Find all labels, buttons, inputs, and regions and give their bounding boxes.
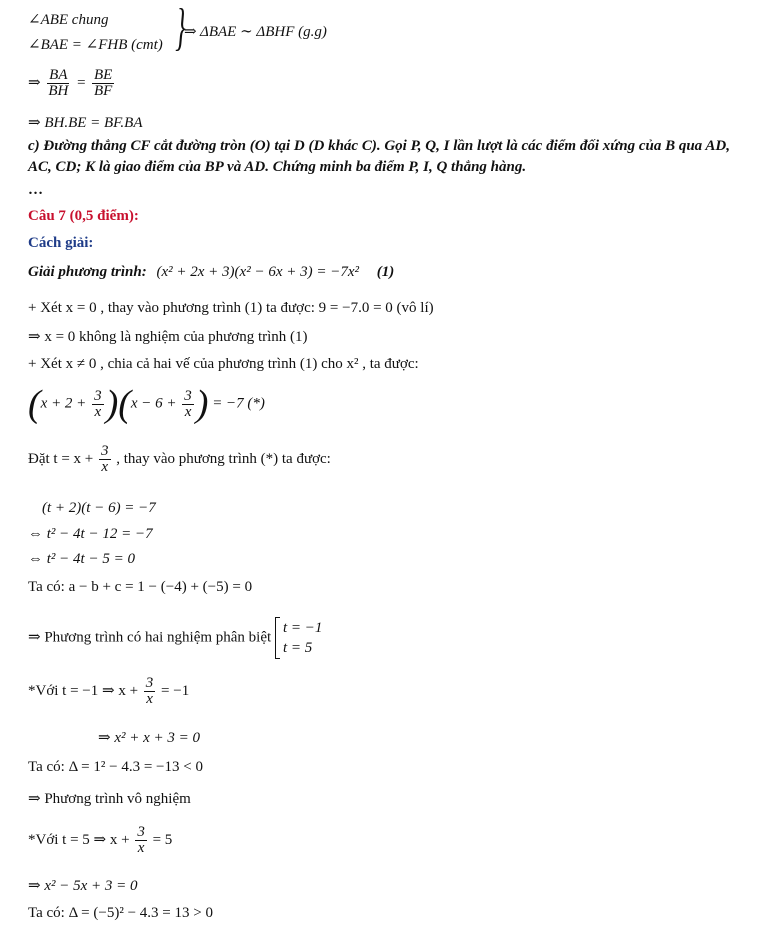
solution-heading: Cách giải: bbox=[28, 235, 94, 251]
system-line-2: ∠BAE = ∠FHB (cmt) bbox=[28, 37, 163, 53]
coefficient-check: Ta có: a − b + c = 1 − (−4) + (−5) = 0 bbox=[28, 579, 253, 595]
quadratic-2: ⇒ x² − 5x + 3 = 0 bbox=[28, 878, 138, 894]
case-t-five: *Với t = 5 ⇒ x + $\frac{3}{x}$ = 5 bbox=[28, 824, 173, 856]
question-7-heading: Câu 7 (0,5 điểm): bbox=[28, 208, 139, 224]
case-x-zero: + Xét x = 0 , thay vào phương trình (1) ta được: 9 = −7.0 = 0 (vô lí) bbox=[28, 300, 434, 316]
t-equation-simplified: ⇔ t² − 4t − 5 = 0 bbox=[28, 551, 135, 567]
fraction-ba-bh: $\frac{BA}{BH}$ bbox=[48, 67, 69, 99]
discriminant-1: Ta có: Δ = 1² − 4.3 = −13 < 0 bbox=[28, 759, 203, 775]
case-x-nonzero: + Xét x ≠ 0 , chia cả hai vế của phương trình (1) cho x² , ta được: bbox=[28, 356, 419, 372]
discriminant-2: Ta có: Δ = (−5)² − 4.3 = 13 > 0 bbox=[28, 905, 213, 921]
equation-statement: Giải phương trình: (x² + 2x + 3)(x² − 6x + 3) = −7x² (1) bbox=[28, 264, 395, 280]
no-solution-line: ⇒ Phương trình vô nghiệm bbox=[28, 791, 191, 807]
t-equation: (t + 2)(t − 6) = −7 bbox=[42, 500, 156, 516]
transformed-equation: (x + 2 + $\frac{3}{x}$ )(x − 6 + $\frac{3}{x}$ ) = −7 (*) bbox=[28, 383, 265, 425]
product-line: ⇒ BH.BE = BF.BA bbox=[28, 115, 143, 131]
quadratic-1: ⇒ x² + x + 3 = 0 bbox=[98, 730, 200, 746]
substitution-line: Đặt t = x + $\frac{3}{x}$ , thay vào phương trình (*) ta được: bbox=[28, 443, 331, 475]
system-brace: } bbox=[175, 0, 186, 56]
ellipsis: … bbox=[28, 182, 43, 198]
case-t-minus-one: *Với t = −1 ⇒ x + $\frac{3}{x}$ = −1 bbox=[28, 675, 190, 707]
ratio-line: ⇒ $\frac{BA}{BH}$ = $\frac{BE}{BF}$ bbox=[28, 67, 113, 99]
x-zero-not-root: ⇒ x = 0 không là nghiệm của phương trình (1) bbox=[28, 329, 308, 345]
two-roots-line: ⇒ Phương trình có hai nghiệm phân biệt t = −1 t = 5 bbox=[28, 617, 322, 659]
similarity-conclusion: ⇒ ΔBAE ∼ ΔBHF (g.g) bbox=[184, 24, 327, 40]
fraction-be-bf: $\frac{BE}{BF}$ bbox=[93, 67, 113, 99]
system-line-1: ∠ABE chung bbox=[28, 12, 109, 28]
part-c-problem: c) Đường thẳng CF cắt đường tròn (O) tại D (D khác C). Gọi P, Q, I lần lượt là các điểm đối xứng của B qua AD, AC, CD; K là giao điểm của BP và AD. Chứng minh ba điểm P, I, Q thẳng hàng. bbox=[28, 138, 730, 175]
t-equation-expanded: ⇔ t² − 4t − 12 = −7 bbox=[28, 526, 153, 542]
